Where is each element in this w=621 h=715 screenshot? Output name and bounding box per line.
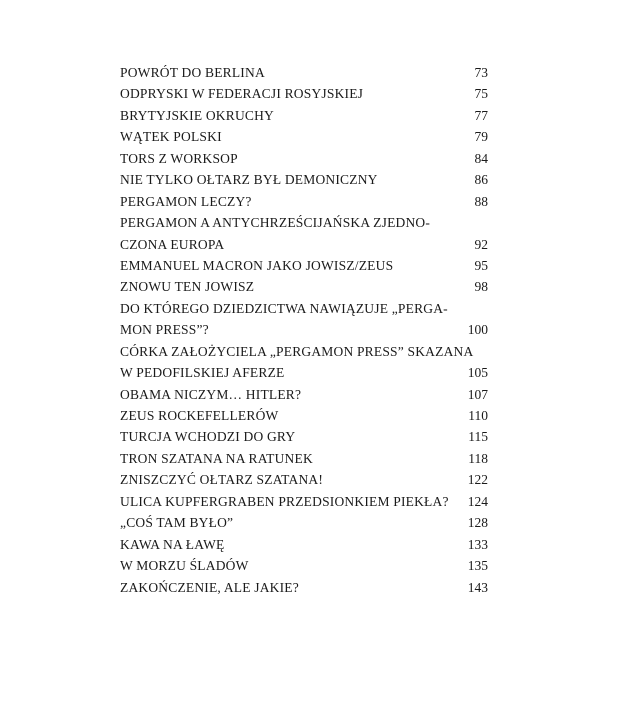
toc-entry-page-number: 73 [474, 65, 488, 80]
toc-entry-title: W MORZU ŚLADÓW [120, 558, 249, 574]
toc-entry [120, 405, 488, 426]
toc-entry-page-number: 110 [468, 408, 488, 423]
toc-entry-title: BRYTYJSKIE OKRUCHY [120, 107, 274, 123]
toc-entry-title: CÓRKA ZAŁOŻYCIELA „PERGAMON PRESS” SKAZANA [120, 343, 474, 359]
toc-entry-page-number: 75 [474, 86, 488, 102]
toc-entry-title: POWRÓT DO BERLINA [120, 65, 265, 80]
toc-entry [120, 255, 488, 276]
toc-entry-title: ZEUS ROCKEFELLERÓW [120, 408, 279, 423]
toc-entry-page-number: 143 [467, 579, 488, 595]
toc-entry [120, 276, 488, 297]
toc-entry [120, 191, 488, 212]
toc-entry-page-number: 86 [474, 172, 488, 188]
toc-entry [120, 534, 488, 555]
toc-entry [120, 319, 488, 340]
toc-entry-page-number: 100 [467, 322, 488, 338]
toc-entry [120, 105, 488, 126]
toc-entry-title: PERGAMON A ANTYCHRZEŚCIJAŃSKA ZJEDNO- [120, 215, 431, 231]
toc-entry-title: MON PRESS”? [120, 322, 209, 338]
toc-entry [120, 212, 488, 233]
toc-entry-title: ULICA KUPFERGRABEN PRZEDSIONKIEM PIEKŁA? [120, 493, 449, 509]
toc-entry-page-number: 95 [474, 257, 488, 273]
toc-entry-title: EMMANUEL MACRON JAKO JOWISZ/ZEUS [120, 257, 394, 273]
toc-entry [120, 426, 488, 447]
toc-entry-title: PERGAMON LECZY? [120, 193, 252, 209]
table-of-contents [120, 62, 488, 598]
toc-entry-page-number: 122 [467, 472, 488, 488]
toc-entry-title: TURCJA WCHODZI DO GRY [120, 429, 296, 445]
toc-entry [120, 491, 488, 512]
toc-entry-title: W PEDOFILSKIEJ AFERZE [120, 365, 285, 381]
toc-entry-page-number: 133 [467, 536, 488, 552]
toc-entry [120, 362, 488, 383]
toc-entry-title: TORS Z WORKSOP [120, 150, 238, 166]
toc-entry [120, 148, 488, 169]
toc-entry [120, 169, 488, 190]
toc-entry-title: ZNOWU TEN JOWISZ [120, 279, 255, 295]
toc-entry-title: NIE TYLKO OŁTARZ BYŁ DEMONICZNY [120, 172, 378, 188]
toc-entry-page-number: 92 [474, 236, 488, 252]
toc-entry-title: WĄTEK POLSKI [120, 129, 222, 145]
toc-entry [120, 384, 488, 405]
toc-entry-page-number: 105 [467, 365, 488, 381]
toc-entry [120, 126, 488, 147]
toc-entry-page-number: 79 [474, 129, 488, 145]
toc-entry-title: ODPRYSKI W FEDERACJI ROSYJSKIEJ [120, 86, 364, 102]
toc-entry [120, 298, 488, 319]
toc-entry-title: DO KTÓREGO DZIEDZICTWA NAWIĄZUJE „PERGA- [120, 300, 448, 316]
toc-entry [120, 577, 488, 598]
toc-entry-title: ZNISZCZYĆ OŁTARZ SZATANA! [120, 472, 324, 488]
toc-entry [120, 469, 488, 490]
toc-entry-page-number: 128 [467, 515, 488, 531]
toc-entry-title: OBAMA NICZYM… HITLER? [120, 386, 302, 402]
toc-entry-title: TRON SZATANA NA RATUNEK [120, 450, 313, 466]
toc-entry-page-number: 118 [468, 450, 488, 466]
toc-entry-title: KAWA NA ŁAWĘ [120, 536, 225, 552]
toc-entry [120, 555, 488, 576]
toc-entry-page-number: 84 [474, 150, 488, 166]
toc-entry-page-number: 77 [474, 107, 488, 123]
toc-entry [120, 62, 488, 83]
toc-entry-page-number: 115 [468, 429, 488, 445]
toc-entry-title: ZAKOŃCZENIE, ALE JAKIE? [120, 579, 299, 595]
toc-entry [120, 83, 488, 104]
toc-entry [120, 234, 488, 255]
toc-entry-page-number: 88 [474, 193, 488, 209]
toc-entry-page-number: 107 [467, 386, 488, 402]
toc-entry-page-number: 124 [467, 493, 488, 509]
toc-entry-title: „COŚ TAM BYŁO” [120, 515, 234, 531]
toc-entry [120, 341, 488, 362]
toc-entry [120, 512, 488, 533]
toc-entry-title: CZONA EUROPA [120, 236, 225, 252]
toc-entry-page-number: 98 [474, 279, 488, 295]
toc-entry-page-number: 135 [467, 558, 488, 574]
toc-entry [120, 448, 488, 469]
